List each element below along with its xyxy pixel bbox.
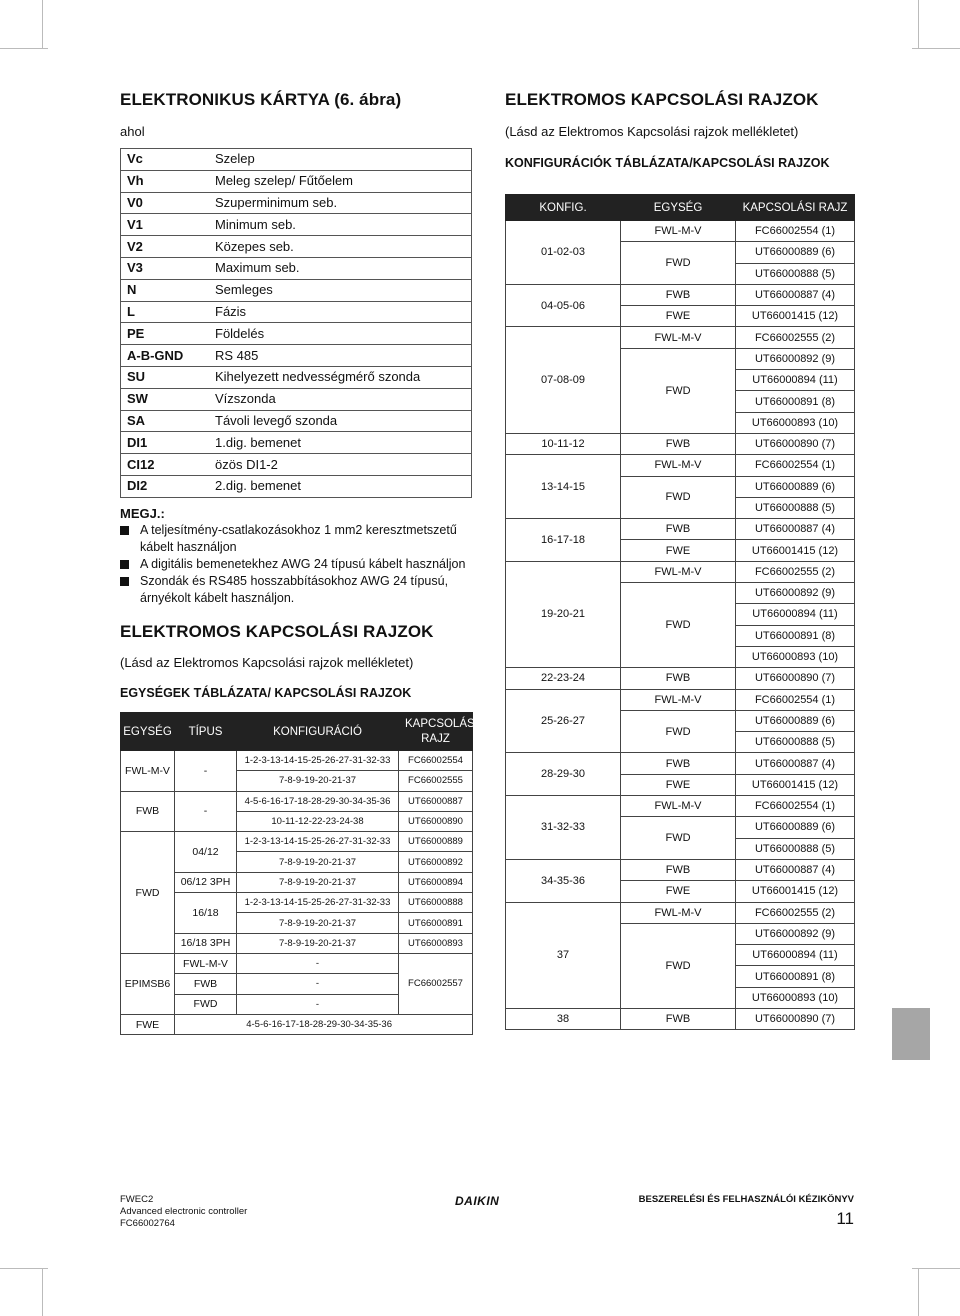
config-cell: - xyxy=(237,953,399,973)
diagram-cell: UT66001415 (12) xyxy=(736,881,855,902)
terminal-code: DI2 xyxy=(121,475,204,497)
config-cell: 7-8-9-19-20-21-37 xyxy=(237,913,399,933)
config-row xyxy=(506,455,855,476)
diagram-cell: UT66001415 (12) xyxy=(736,540,855,561)
terminal-code: N xyxy=(121,279,204,301)
type-cell: - xyxy=(175,791,237,832)
diagram-cell: UT66000890 (7) xyxy=(736,433,855,454)
diagram-cell: UT66000888 (5) xyxy=(736,838,855,859)
config-cell: 1-2-3-13-14-15-25-26-27-31-32-33 xyxy=(237,751,399,771)
legend-row xyxy=(121,279,472,301)
terminal-description: özös DI1-2 xyxy=(203,454,472,476)
terminal-code: SW xyxy=(121,388,204,410)
terminal-code: V3 xyxy=(121,257,204,279)
legend-row xyxy=(121,192,472,214)
notes-title: MEGJ.: xyxy=(120,506,165,521)
diagram-cell: UT66000891 (8) xyxy=(736,391,855,412)
legend-row xyxy=(121,388,472,410)
units-table-title: EGYSÉGEK TÁBLÁZATA/ KAPCSOLÁSI RAJZOK xyxy=(120,686,412,700)
diagram-cell: UT66000892 (9) xyxy=(736,923,855,944)
terminal-code: V1 xyxy=(121,214,204,236)
col-header: KAPCSOLÁSI RAJZ xyxy=(399,713,473,751)
crop-mark xyxy=(0,1268,48,1269)
crop-mark xyxy=(0,48,48,49)
type-cell: FWL-M-V xyxy=(175,953,237,973)
unit-cell: FWL-M-V xyxy=(621,796,736,817)
terminal-description: Fázis xyxy=(203,301,472,323)
unit-cell: FWB xyxy=(621,668,736,689)
unit-cell: FWD xyxy=(621,583,736,668)
wiring-title: ELEKTROMOS KAPCSOLÁSI RAJZOK xyxy=(505,90,819,109)
diagram-cell: UT66000889 xyxy=(399,832,473,852)
diagram-cell: UT66000894 xyxy=(399,872,473,892)
diagram-cell: UT66000893 (10) xyxy=(736,646,855,667)
unit-cell: FWE xyxy=(121,1014,175,1034)
diagram-cell: UT66000893 (10) xyxy=(736,412,855,433)
config-cell: - xyxy=(237,974,399,994)
unit-cell: FWB xyxy=(621,284,736,305)
diagram-cell: UT66000888 (5) xyxy=(736,497,855,518)
config-table-title: KONFIGURÁCIÓK TÁBLÁZATA/KAPCSOLÁSI RAJZOK xyxy=(505,156,830,170)
konfig-cell: 22-23-24 xyxy=(506,668,621,689)
legend-row xyxy=(121,149,472,171)
unit-cell: FWE xyxy=(621,774,736,795)
legend-row xyxy=(121,301,472,323)
diagram-cell: FC66002555 (2) xyxy=(736,902,855,923)
config-cell: 7-8-9-19-20-21-37 xyxy=(237,872,399,892)
diagram-cell: UT66000890 (7) xyxy=(736,1008,855,1029)
config-row xyxy=(506,668,855,689)
unit-cell: FWD xyxy=(621,476,736,519)
diagram-cell: FC66002555 (2) xyxy=(736,561,855,582)
konfig-cell: 37 xyxy=(506,902,621,1008)
diagram-cell: UT66000891 (8) xyxy=(736,966,855,987)
config-row xyxy=(506,221,855,242)
diagram-cell: FC66002554 (1) xyxy=(736,689,855,710)
terminal-code: SU xyxy=(121,366,204,388)
diagram-cell: UT66000890 xyxy=(399,811,473,831)
unit-cell: FWL-M-V xyxy=(621,221,736,242)
terminal-description: Földelés xyxy=(203,323,472,345)
unit-cell: FWE xyxy=(621,306,736,327)
config-row xyxy=(506,327,855,348)
terminal-code: PE xyxy=(121,323,204,345)
diagram-cell: FC66002554 (1) xyxy=(736,455,855,476)
unit-cell: FWD xyxy=(621,710,736,753)
unit-cell: FWD xyxy=(621,817,736,860)
legend-row xyxy=(121,454,472,476)
diagram-cell: UT66000888 (5) xyxy=(736,263,855,284)
diagram-cell: UT66000894 (11) xyxy=(736,370,855,391)
unit-cell: FWD xyxy=(621,242,736,285)
config-row xyxy=(506,689,855,710)
config-row xyxy=(506,902,855,923)
type-cell: 06/12 3PH xyxy=(175,872,237,892)
diagram-cell: FC66002554 xyxy=(399,751,473,771)
type-cell: FWD xyxy=(175,994,237,1014)
terminal-code: V2 xyxy=(121,236,204,258)
diagram-cell: UT66000892 (9) xyxy=(736,583,855,604)
terminal-description: Meleg szelep/ Fűtőelem xyxy=(203,170,472,192)
legend-row xyxy=(121,345,472,367)
config-cell: 4-5-6-16-17-18-28-29-30-34-35-36 xyxy=(237,791,399,811)
diagram-cell: UT66001415 (12) xyxy=(736,774,855,795)
type-cell: 04/12 xyxy=(175,832,237,873)
diagram-cell: UT66000889 (6) xyxy=(736,242,855,263)
config-row xyxy=(506,1008,855,1029)
terminal-code: A-B-GND xyxy=(121,345,204,367)
legend-row xyxy=(121,170,472,192)
unit-cell: FWE xyxy=(621,540,736,561)
terminal-description: Maximum seb. xyxy=(203,257,472,279)
terminal-code: SA xyxy=(121,410,204,432)
config-cell: 10-11-12-22-23-24-38 xyxy=(237,811,399,831)
diagram-cell: UT66000887 (4) xyxy=(736,859,855,880)
unit-cell: FWD xyxy=(621,348,736,433)
units-table xyxy=(120,712,478,1035)
col-header: TÍPUS xyxy=(175,713,237,751)
konfig-cell: 28-29-30 xyxy=(506,753,621,796)
diagram-cell: UT66000893 xyxy=(399,933,473,953)
col-header: EGYSÉG xyxy=(121,713,175,751)
diagram-cell: UT66000894 (11) xyxy=(736,945,855,966)
diagram-cell: UT66000889 (6) xyxy=(736,817,855,838)
diagram-cell: UT66000889 (6) xyxy=(736,476,855,497)
unit-cell: FWB xyxy=(621,433,736,454)
diagram-cell: UT66000887 xyxy=(399,791,473,811)
footer-product-info xyxy=(120,1194,247,1230)
crop-mark xyxy=(912,1268,960,1269)
col-header: EGYSÉG xyxy=(621,195,736,221)
konfig-cell: 38 xyxy=(506,1008,621,1029)
terminal-code: CI12 xyxy=(121,454,204,476)
legend-intro: ahol xyxy=(120,124,145,139)
terminal-description: Vízszonda xyxy=(203,388,472,410)
legend-row xyxy=(121,214,472,236)
diagram-cell: UT66000887 (4) xyxy=(736,284,855,305)
configurations-table xyxy=(505,194,855,1030)
terminal-description: Szelep xyxy=(203,149,472,171)
page-number: 11 xyxy=(836,1209,854,1228)
footer-doc-code: FC66002764 xyxy=(120,1218,175,1229)
konfig-cell: 19-20-21 xyxy=(506,561,621,667)
konfig-cell: 16-17-18 xyxy=(506,519,621,562)
diagram-cell: UT66001415 (12) xyxy=(736,306,855,327)
config-cell: 7-8-9-19-20-21-37 xyxy=(237,852,399,872)
diagram-cell: FC66002554 (1) xyxy=(736,221,855,242)
daikin-logo: DAIKIN xyxy=(455,1194,500,1208)
unit-cell: FWL-M-V xyxy=(621,902,736,923)
diagram-cell: FC66002555 (2) xyxy=(736,327,855,348)
unit-cell: FWD xyxy=(621,923,736,1008)
notes-list xyxy=(120,522,472,607)
diagram-cell: UT66000889 (6) xyxy=(736,710,855,731)
unit-cell: FWL-M-V xyxy=(621,327,736,348)
config-row xyxy=(506,561,855,582)
terminal-code: DI1 xyxy=(121,432,204,454)
type-cell: 16/18 xyxy=(175,893,237,934)
terminal-description: 1.dig. bemenet xyxy=(203,432,472,454)
note-item: A digitális bemenetekhez AWG 24 típusú kábelt használjon xyxy=(120,556,472,573)
terminal-description: Közepes seb. xyxy=(203,236,472,258)
terminal-description: Semleges xyxy=(203,279,472,301)
crop-mark xyxy=(42,1268,43,1316)
diagram-cell: FC66002554 (1) xyxy=(736,796,855,817)
diagram-cell: UT66000890 (7) xyxy=(736,668,855,689)
config-cell: 4-5-6-16-17-18-28-29-30-34-35-36 xyxy=(175,1014,473,1034)
crop-mark xyxy=(42,0,43,48)
config-row xyxy=(506,284,855,305)
unit-cell: FWL-M-V xyxy=(621,455,736,476)
unit-cell: FWB xyxy=(121,791,175,832)
config-row xyxy=(506,519,855,540)
konfig-cell: 31-32-33 xyxy=(506,796,621,860)
terminal-legend-table xyxy=(120,148,472,498)
note-item: Szondák és RS485 hosszabbításokhoz AWG 24 típusú, árnyékolt kábelt használjon. xyxy=(120,573,472,607)
col-header: KONFIG. xyxy=(506,195,621,221)
unit-cell: FWD xyxy=(121,832,175,954)
terminal-description: RS 485 xyxy=(203,345,472,367)
electronic-board-title: ELEKTRONIKUS KÁRTYA (6. ábra) xyxy=(120,90,402,109)
terminal-description: Távoli levegő szonda xyxy=(203,410,472,432)
konfig-cell: 13-14-15 xyxy=(506,455,621,519)
legend-row xyxy=(121,475,472,497)
legend-row xyxy=(121,236,472,258)
footer-manual-title: BESZERELÉSI ÉS FELHASZNÁLÓI KÉZIKÖNYV xyxy=(638,1194,854,1205)
diagram-cell: UT66000888 (5) xyxy=(736,732,855,753)
legend-row xyxy=(121,366,472,388)
konfig-cell: 07-08-09 xyxy=(506,327,621,433)
page-tab-marker xyxy=(892,1008,930,1060)
unit-cell: FWL-M-V xyxy=(621,689,736,710)
unit-cell: EPIMSB6 xyxy=(121,953,175,1014)
config-row xyxy=(506,796,855,817)
konfig-cell: 01-02-03 xyxy=(506,221,621,285)
diagram-cell: UT66000893 (10) xyxy=(736,987,855,1008)
config-row xyxy=(506,433,855,454)
footer-product-name: Advanced electronic controller xyxy=(120,1206,248,1217)
diagram-cell: UT66000892 xyxy=(399,852,473,872)
legend-row xyxy=(121,323,472,345)
unit-cell: FWE xyxy=(621,881,736,902)
type-cell: 16/18 3PH xyxy=(175,933,237,953)
diagram-cell: FC66002557 xyxy=(399,953,473,1014)
terminal-description: Minimum seb. xyxy=(203,214,472,236)
legend-row xyxy=(121,410,472,432)
terminal-code: Vc xyxy=(121,149,204,171)
footer-model: FWEC2 xyxy=(120,1194,154,1205)
diagram-cell: UT66000887 (4) xyxy=(736,753,855,774)
unit-cell: FWB xyxy=(621,519,736,540)
config-cell: 7-8-9-19-20-21-37 xyxy=(237,771,399,791)
terminal-code: L xyxy=(121,301,204,323)
crop-mark xyxy=(918,1268,919,1316)
legend-row xyxy=(121,432,472,454)
terminal-code: Vh xyxy=(121,170,204,192)
wiring-subtitle: (Lásd az Elektromos Kapcsolási rajzok mellékletet) xyxy=(505,124,799,139)
diagram-cell: UT66000892 (9) xyxy=(736,348,855,369)
config-cell: - xyxy=(237,994,399,1014)
config-cell: 1-2-3-13-14-15-25-26-27-31-32-33 xyxy=(237,832,399,852)
col-header: KAPCSOLÁSI RAJZ xyxy=(736,195,855,221)
konfig-cell: 25-26-27 xyxy=(506,689,621,753)
terminal-code: V0 xyxy=(121,192,204,214)
config-cell: 7-8-9-19-20-21-37 xyxy=(237,933,399,953)
note-item: A teljesítmény-csatlakozásokhoz 1 mm2 keresztmetszetű kábelt használjon xyxy=(120,522,472,556)
diagram-cell: FC66002555 xyxy=(399,771,473,791)
unit-cell: FWL-M-V xyxy=(121,751,175,792)
type-cell: - xyxy=(175,751,237,792)
wiring-section-title: ELEKTROMOS KAPCSOLÁSI RAJZOK xyxy=(120,622,434,641)
crop-mark xyxy=(918,0,919,48)
crop-mark xyxy=(912,48,960,49)
unit-cell: FWB xyxy=(621,859,736,880)
diagram-cell: UT66000887 (4) xyxy=(736,519,855,540)
terminal-description: Kihelyezett nedvességmérő szonda xyxy=(203,366,472,388)
diagram-cell: UT66000891 (8) xyxy=(736,625,855,646)
konfig-cell: 34-35-36 xyxy=(506,859,621,902)
diagram-cell: UT66000891 xyxy=(399,913,473,933)
konfig-cell: 10-11-12 xyxy=(506,433,621,454)
wiring-section-subtitle: (Lásd az Elektromos Kapcsolási rajzok mellékletet) xyxy=(120,655,414,670)
unit-cell: FWB xyxy=(621,1008,736,1029)
config-row xyxy=(506,753,855,774)
terminal-description: 2.dig. bemenet xyxy=(203,475,472,497)
unit-cell: FWL-M-V xyxy=(621,561,736,582)
terminal-description: Szuperminimum seb. xyxy=(203,192,472,214)
unit-cell: FWB xyxy=(621,753,736,774)
col-header: KONFIGURÁCIÓ xyxy=(237,713,399,751)
type-cell: FWB xyxy=(175,974,237,994)
diagram-cell: UT66000888 xyxy=(399,893,473,913)
konfig-cell: 04-05-06 xyxy=(506,284,621,327)
diagram-cell: UT66000894 (11) xyxy=(736,604,855,625)
legend-row xyxy=(121,257,472,279)
config-cell: 1-2-3-13-14-15-25-26-27-31-32-33 xyxy=(237,893,399,913)
config-row xyxy=(506,859,855,880)
